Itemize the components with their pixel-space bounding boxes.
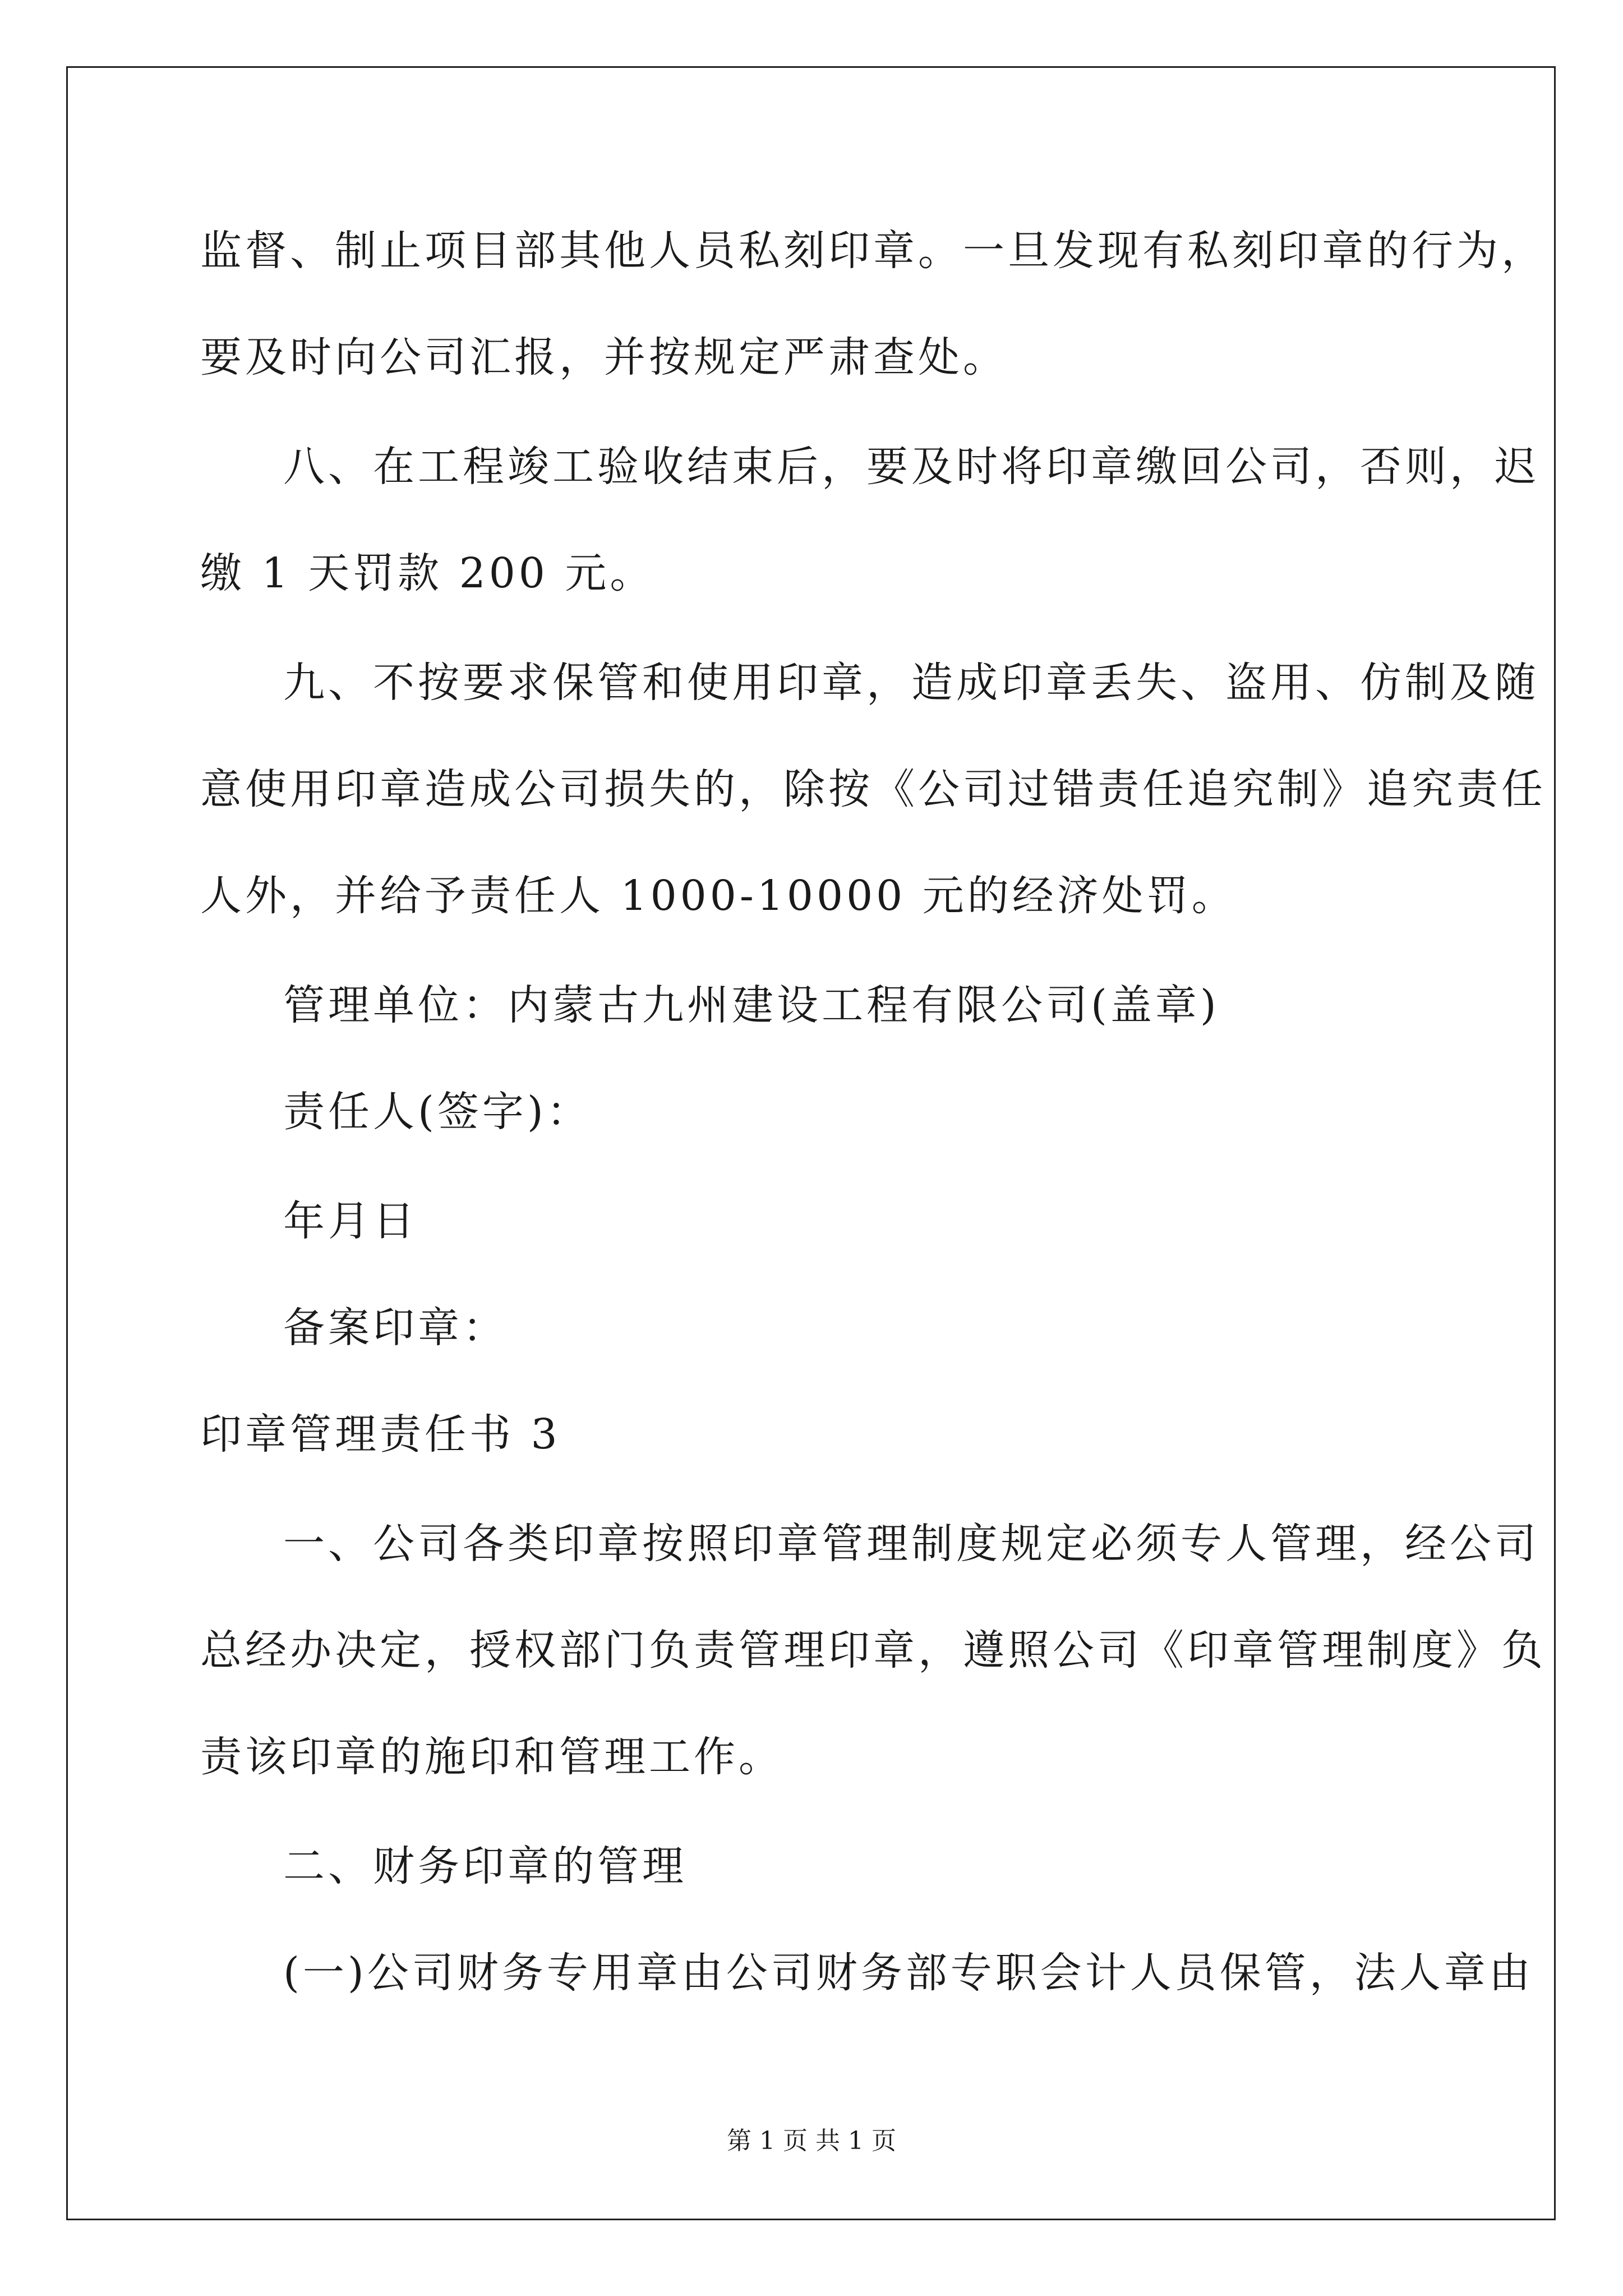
text-line-11: 备案印章： [283,1304,508,1352]
section-title: 印章管理责任书 3 [200,1410,561,1458]
page-number-footer: 第 1 页 共 1 页 [727,2127,896,2155]
text-line-14: 总经办决定，授权部门负责管理印章，遵照公司《印章管理制度》负 [200,1626,1546,1674]
text-line-9: 责任人(签字)： [283,1088,592,1136]
text-line-3: 八、在工程竣工验收结束后，要及时将印章缴回公司，否则，迟 [283,443,1539,491]
text-line-1: 监督、制止项目部其他人员私刻印章。一旦发现有私刻印章的行为， [200,227,1546,275]
text-line-5: 九、不按要求保管和使用印章，造成印章丢失、盗用、仿制及随 [283,659,1539,707]
text-line-10: 年月日 [283,1197,418,1245]
text-line-4: 缴 1 天罚款 200 元。 [200,549,655,597]
text-line-8: 管理单位：内蒙古九州建设工程有限公司(盖章) [283,981,1220,1029]
text-line-6: 意使用印章造成公司损失的，除按《公司过错责任追究制》追究责任 [200,765,1546,813]
text-line-13: 一、公司各类印章按照印章管理制度规定必须专人管理，经公司 [283,1520,1539,1568]
text-line-15: 责该印章的施印和管理工作。 [200,1733,783,1781]
page-border [66,66,1556,2220]
text-line-16: 二、财务印章的管理 [283,1842,687,1890]
text-line-7: 人外，并给予责任人 1000-10000 元的经济处罚。 [200,872,1237,920]
text-line-2: 要及时向公司汇报，并按规定严肃查处。 [200,333,1008,381]
text-line-17: (一)公司财务专用章由公司财务部专职会计人员保管，法人章由 [283,1949,1534,1997]
